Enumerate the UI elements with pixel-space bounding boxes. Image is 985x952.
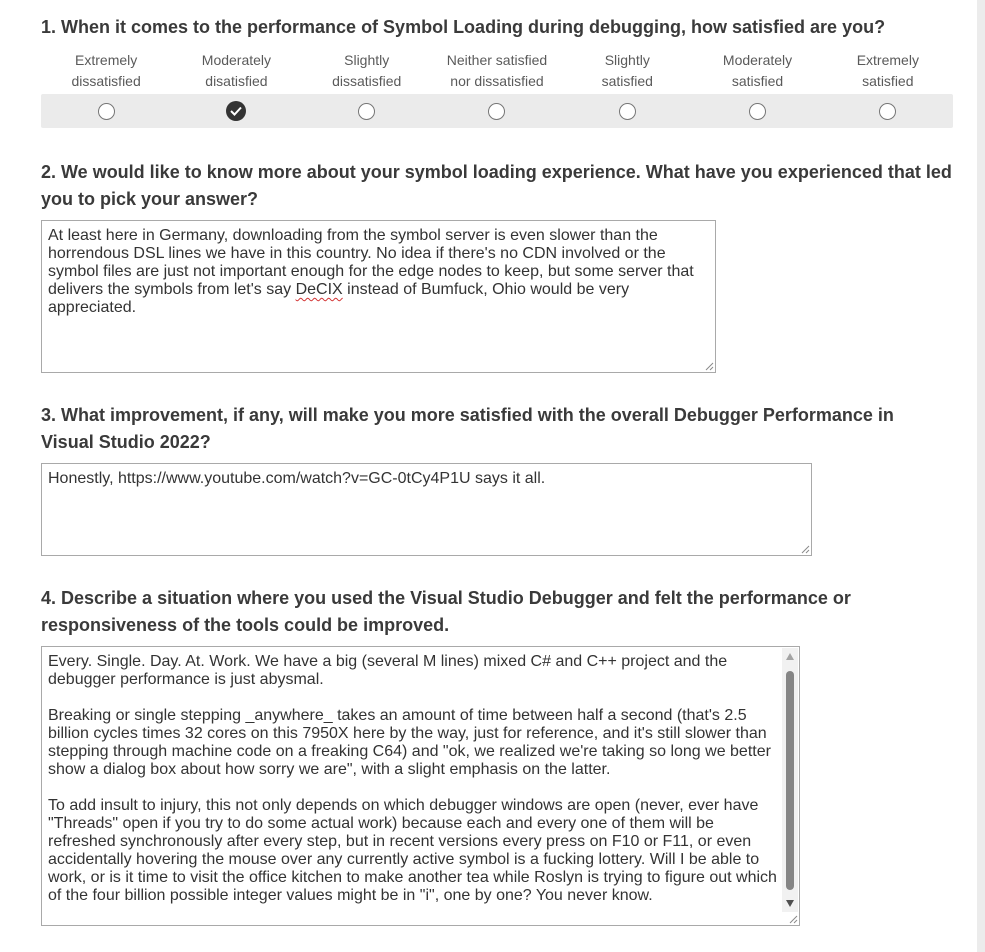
question-3-answer-textarea[interactable] [41, 463, 812, 556]
scale-option-label [432, 50, 562, 94]
question-3-title [41, 402, 894, 456]
resize-grip-icon[interactable] [704, 361, 714, 371]
question-4-title [41, 585, 851, 639]
scale-option-cell[interactable] [302, 103, 432, 120]
scale-option-label-line2: nor dissatisfied [450, 73, 544, 89]
scale-option-label [302, 50, 432, 94]
scroll-down-arrow-icon[interactable] [786, 900, 794, 907]
radio-selected-check-icon[interactable] [226, 101, 246, 121]
scale-option-label-line1: Moderately [201, 52, 272, 68]
textarea-scrollbar[interactable] [782, 648, 798, 912]
answer-2-text-before: At least here in Germany, downloading from the symbol server is even slower than the horrendous DSL lines we have in this country. No idea if there's no CDN involved or the symbol files are just not important enough for the edge nodes to keep, but some server that delivers the symbols from let's say [48, 227, 694, 298]
question-3-title-line1: 3. What improvement, if any, will make you more satisfied with the overall Debugger Performance in [41, 405, 894, 425]
scale-option-cell[interactable] [171, 101, 301, 121]
scale-option-label-line1: Slightly [604, 52, 650, 68]
scale-labels [41, 50, 953, 94]
scale-option-label [171, 50, 301, 94]
scale-option-label [823, 50, 953, 94]
scale-option-cell[interactable] [432, 103, 562, 120]
scale-option-label-line2: satisfied [862, 73, 914, 89]
scale-option-label [562, 50, 692, 94]
answer-3-text: Honestly, https://www.youtube.com/watch?v=GC-0tCy4P1U says it all. [48, 470, 546, 487]
radio-button[interactable] [98, 103, 115, 120]
radio-button[interactable] [358, 103, 375, 120]
satisfaction-scale [41, 50, 953, 128]
scale-option-label-line1: Extremely [75, 52, 138, 68]
page-gutter [977, 0, 985, 952]
radio-button[interactable] [619, 103, 636, 120]
scroll-up-arrow-icon[interactable] [786, 653, 794, 660]
resize-grip-icon[interactable] [788, 914, 798, 924]
answer-2-misspelled-word: DeCIX [295, 281, 343, 298]
question-2-title-line1: 2. We would like to know more about your symbol loading experience. What have you experienced that led [41, 162, 952, 182]
scale-option-label-line2: satisfied [601, 73, 653, 89]
answer-2-text-after: instead of Bumfuck, Ohio would be very appreciated. [48, 281, 630, 316]
scale-option-label-line1: Neither satisfied [446, 52, 548, 68]
scale-option-label-line2: disatisfied [205, 73, 268, 89]
scale-option-label [692, 50, 822, 94]
scale-option-label-line2: dissatisfied [71, 73, 141, 89]
scale-option-label-line2: satisfied [731, 73, 784, 89]
question-2-title-line2: you to pick your answer? [41, 189, 259, 209]
scale-option-cell[interactable] [692, 103, 822, 120]
answer-4-text: Every. Single. Day. At. Work. We have a big (several M lines) mixed C# and C++ project and the debugger performance is just abysmal. Breaking or single stepping _anywhere_ takes an amount of time between half a second (that's 2.5 billion cycles times 32 cores on this 7950X here by the way, just for reference, and it's still slower than stepping through machine code on a freaking C64) and "ok, we realized we're taking so long we better show a dialog box about how sorry we are", with a slight emphasis on the latter. To add insult to injury, this not only depends on which debugger windows are open (never, ever have "Threads" open if you try to do some actual work) because each and every one of them will be refreshed synchronously after every step, but in recent versions every press on F10 or F11, or even accidentally hovering the mouse over any currently active symbol is a fucking lottery. Will I be able to work, or is it time to visit the office kitchen to make another tea while Roslyn is trying to figure out which of the four billion possible integer values might be in "i", one by one? You never know. [48, 653, 777, 904]
scale-option-cell[interactable] [823, 103, 953, 120]
radio-button[interactable] [488, 103, 505, 120]
scale-option-cell[interactable] [562, 103, 692, 120]
question-2-title [41, 159, 952, 213]
scale-option-label-line1: Slightly [344, 52, 390, 68]
question-4-title-line2: responsiveness of the tools could be improved. [41, 615, 450, 635]
resize-grip-icon[interactable] [800, 544, 810, 554]
question-4-answer-textarea[interactable] [41, 646, 800, 926]
radio-button[interactable] [749, 103, 766, 120]
scale-option-label [41, 50, 171, 94]
scale-option-label-line2: dissatisfied [332, 73, 402, 89]
scrollbar-thumb[interactable] [786, 671, 794, 890]
question-2-answer-textarea[interactable] [41, 220, 716, 373]
scale-radio-row [41, 94, 953, 128]
question-1-title: 1. When it comes to the performance of Symbol Loading during debugging, how satisfied are you? [41, 17, 886, 37]
scale-option-label-line1: Moderately [722, 52, 793, 68]
radio-button[interactable] [879, 103, 896, 120]
question-3-title-line2: Visual Studio 2022? [41, 432, 211, 452]
scale-option-label-line1: Extremely [856, 52, 919, 68]
scale-option-cell[interactable] [41, 103, 171, 120]
question-4-title-line1: 4. Describe a situation where you used the Visual Studio Debugger and felt the performance or [41, 588, 851, 608]
